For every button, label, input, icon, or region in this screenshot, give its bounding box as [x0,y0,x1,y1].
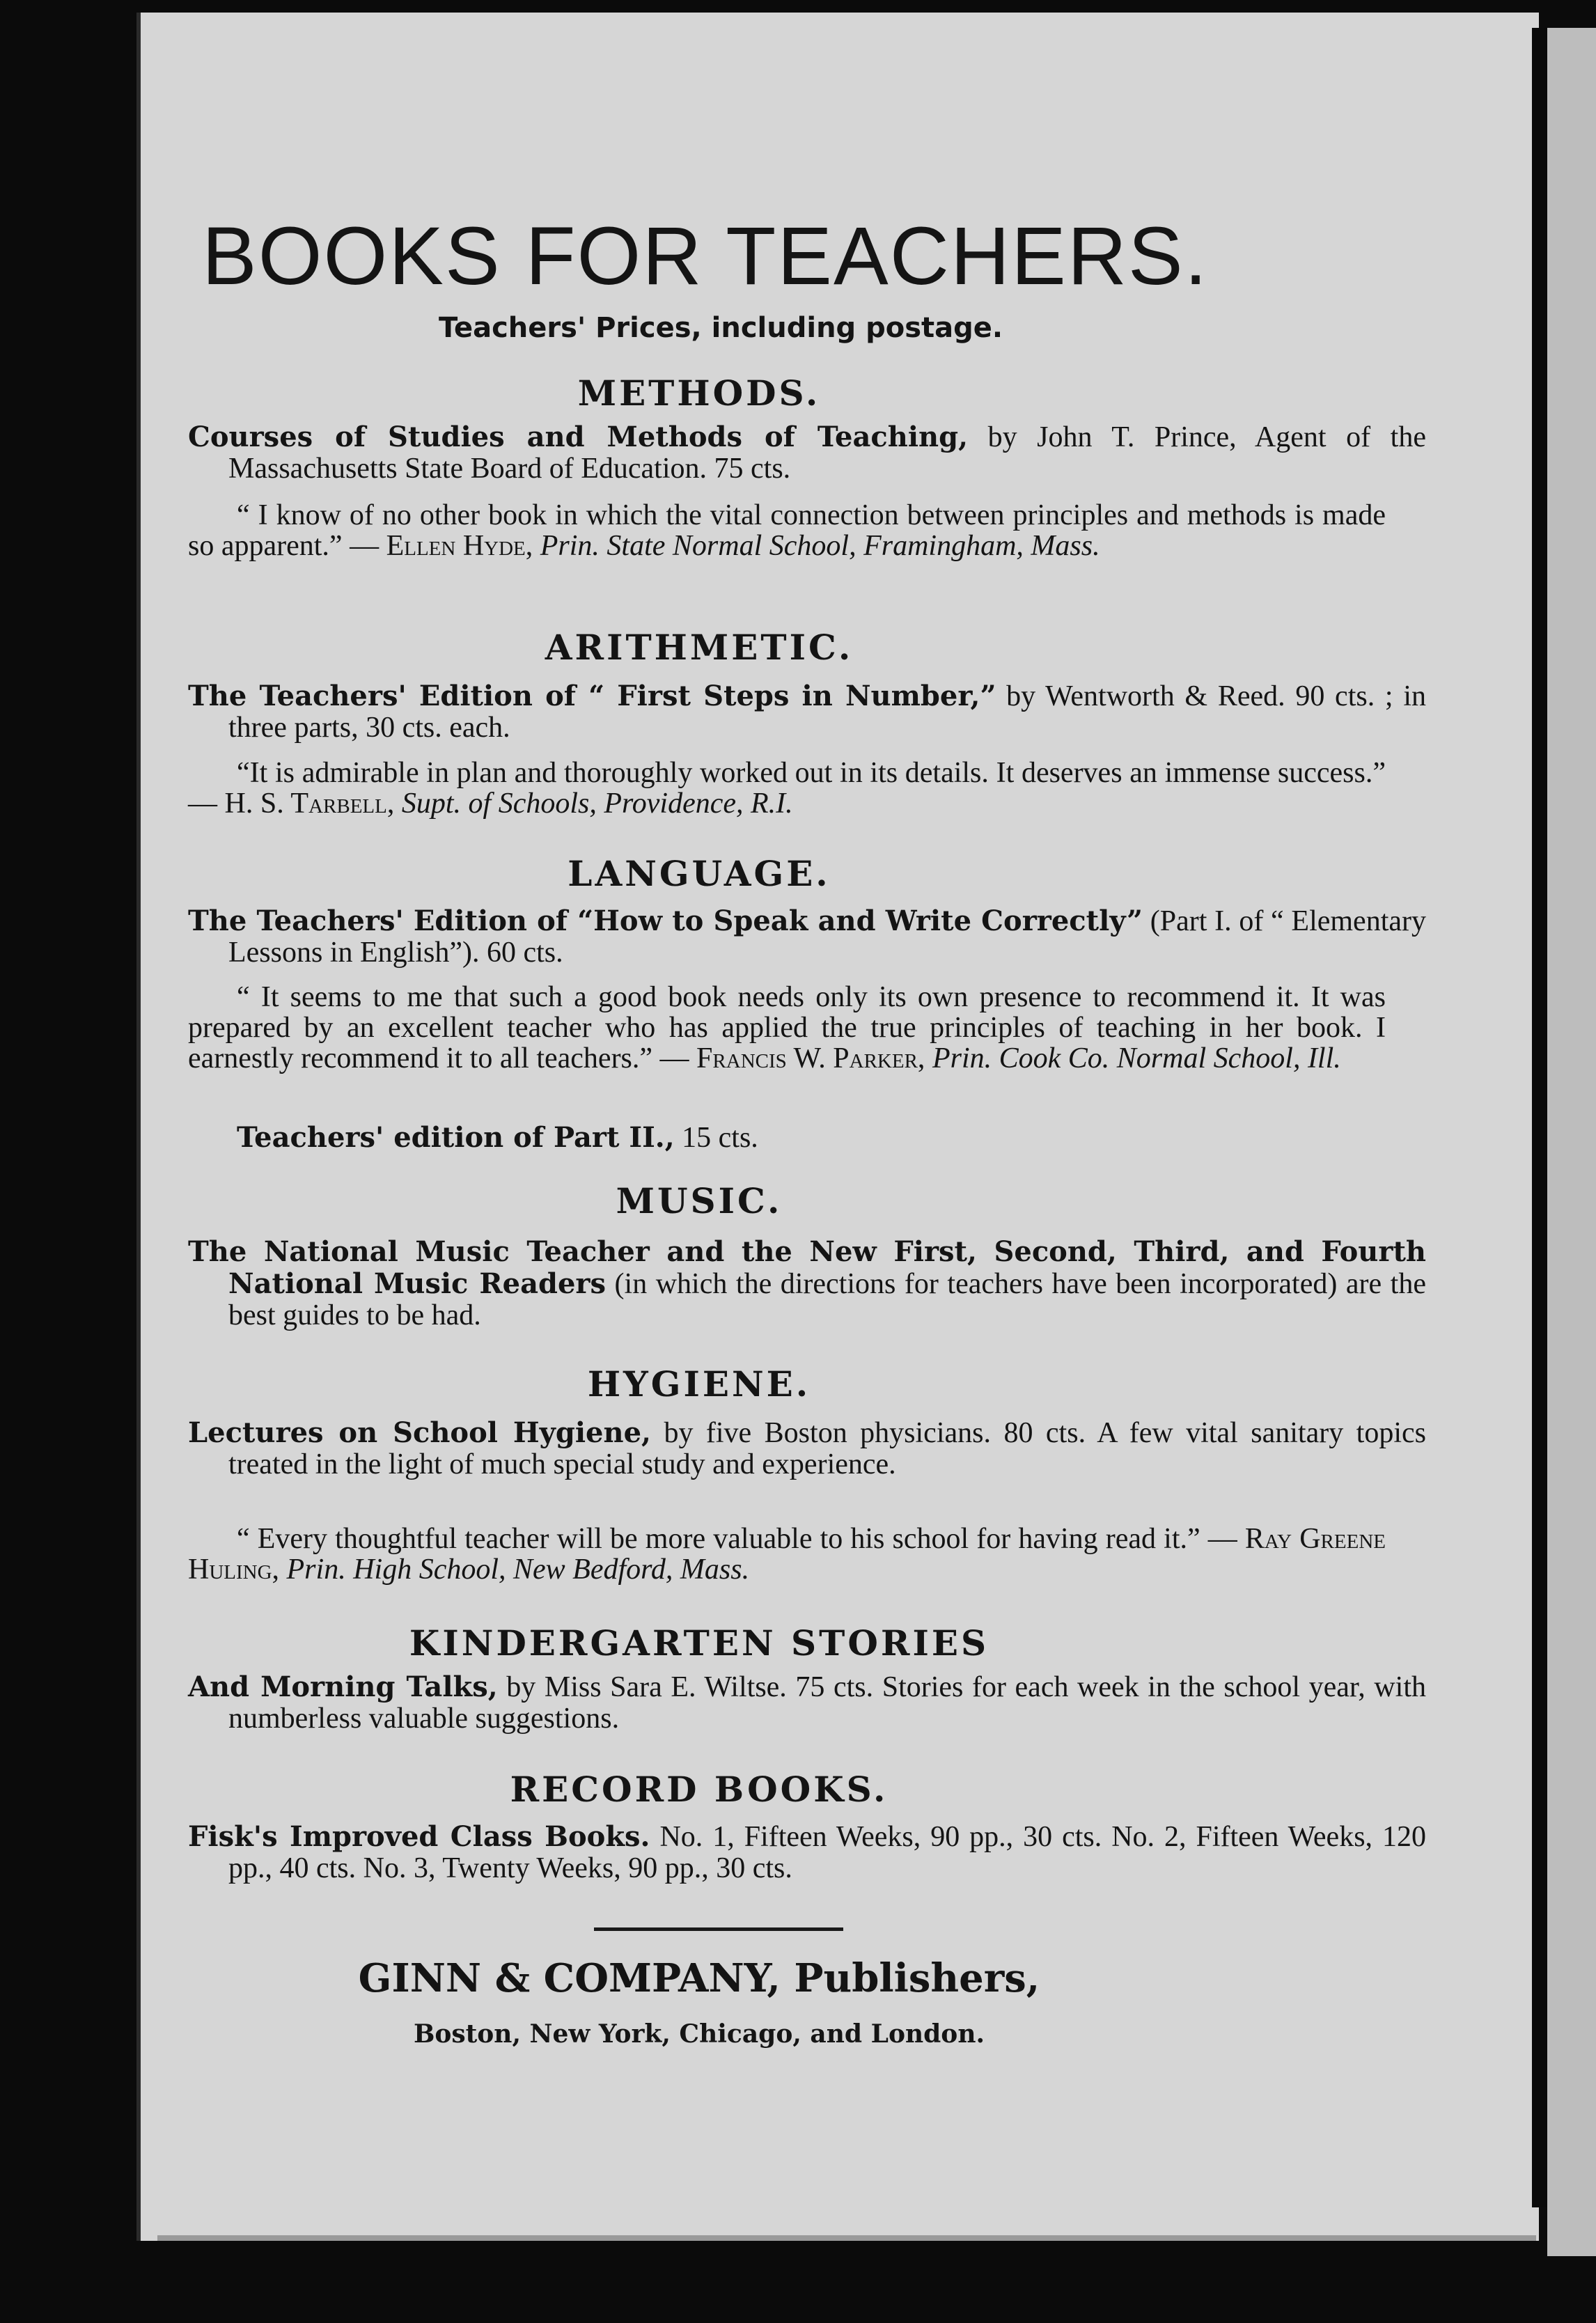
entry-methods [188,421,1426,485]
section-heading-language: LANGUAGE. [568,853,831,894]
quote-hygiene [188,1524,1386,1585]
quote-author-title: Prin. State Normal School, Framingham, Mass. [533,530,1100,562]
entry-music [188,1236,1426,1331]
page-edge-shadow [1532,28,1547,2207]
entry-arithmetic [188,680,1426,744]
book-title: Lectures on School Hygiene, [188,1416,651,1449]
page-bottom-shadow [157,2235,1536,2241]
section-heading-arithmetic: ARITHMETIC. [545,627,854,668]
section-heading-methods: METHODS. [577,373,821,414]
book-description: by five Boston physicians. 80 cts. A few vital sanitary topics treated in the light of much special study and experience. [228,1417,1426,1480]
quote-methods [188,500,1386,561]
book-title: And Morning Talks, [188,1671,498,1703]
page-subtitle: Teachers' Prices, including postage. [439,312,1003,344]
quote-text: “It is admirable in plan and thoroughly worked out in its details. It deserves an immense success.” — [188,757,1386,820]
section-heading-record-books: RECORD BOOKS. [510,1769,889,1810]
quote-author: Francis W. Parker, [696,1042,925,1074]
entry-record-books [188,1821,1426,1884]
quote-author: Ellen Hyde, [386,530,533,562]
book-description: (Part I. of “ Elementary Lessons in English”). 60 cts. [228,905,1426,969]
book-title: Teachers' edition of Part II., [237,1121,675,1154]
section-heading-music: MUSIC. [616,1180,783,1221]
adjacent-page-strip [1547,28,1596,2256]
book-description: by Wentworth & Reed. 90 cts. ; in three parts, 30 cts. each. [228,680,1426,744]
entry-language-part-two [237,1121,758,1155]
book-price: 15 cts. [674,1122,758,1154]
quote-language [188,982,1386,1074]
book-title: The National Music Teacher and the New First, Second, Third, and Fourth National Music Readers [188,1235,1426,1300]
publisher-name: GINN & COMPANY, Publishers, [358,1955,1040,2001]
book-description: No. 1, Fifteen Weeks, 90 pp., 30 cts. No. 2, Fifteen Weeks, 120 pp., 40 cts. No. 3, Twenty Weeks, 90 pp., 30 cts. [228,1821,1426,1884]
quote-text: “ Every thoughtful teacher will be more valuable to his school for having read it.” — [237,1523,1245,1555]
quote-author-title: Prin. Cook Co. Normal School, Ill. [925,1042,1341,1074]
quote-arithmetic [188,758,1386,819]
quote-text: “ I know of no other book in which the vital connection between principles and methods is made so apparent.” — [188,499,1386,562]
book-description: by Miss Sara E. Wiltse. 75 cts. Stories for each week in the school year, with numberless valuable suggestions. [228,1671,1426,1735]
entry-hygiene [188,1417,1426,1480]
book-title: The Teachers' Edition of “How to Speak and Write Correctly” [188,905,1143,937]
book-description: by John T. Prince, Agent of the Massachusetts State Board of Education. 75 cts. [228,421,1426,485]
book-title: The Teachers' Edition of “ First Steps in Number,” [188,680,996,712]
quote-author: Ray Greene Huling, [188,1523,1386,1586]
divider-rule [594,1927,843,1931]
book-title: Courses of Studies and Methods of Teaching, [188,421,969,453]
section-heading-kindergarten: KINDERGARTEN STORIES [409,1622,989,1664]
entry-kindergarten [188,1671,1426,1735]
book-title: Fisk's Improved Class Books. [188,1820,650,1853]
entry-language [188,905,1426,969]
publisher-cities: Boston, New York, Chicago, and London. [413,2019,985,2049]
quote-author-title: Prin. High School, New Bedford, Mass. [279,1554,750,1586]
quote-author-title: Supt. of Schools, Providence, R.I. [394,788,793,820]
book-description: (in which the directions for teachers have been incorporated) are the best guides to be had. [228,1268,1426,1331]
page-title: BOOKS FOR TEACHERS. [202,210,1209,302]
section-heading-hygiene: HYGIENE. [587,1363,811,1405]
quote-author: H. S. Tarbell, [224,788,395,820]
quote-text: “ It seems to me that such a good book needs only its own presence to recommend it. It was prepared by an excellent teacher who has applied the true principles of teaching in her book. I earnestly recommend it to all teachers.” — [188,981,1386,1074]
